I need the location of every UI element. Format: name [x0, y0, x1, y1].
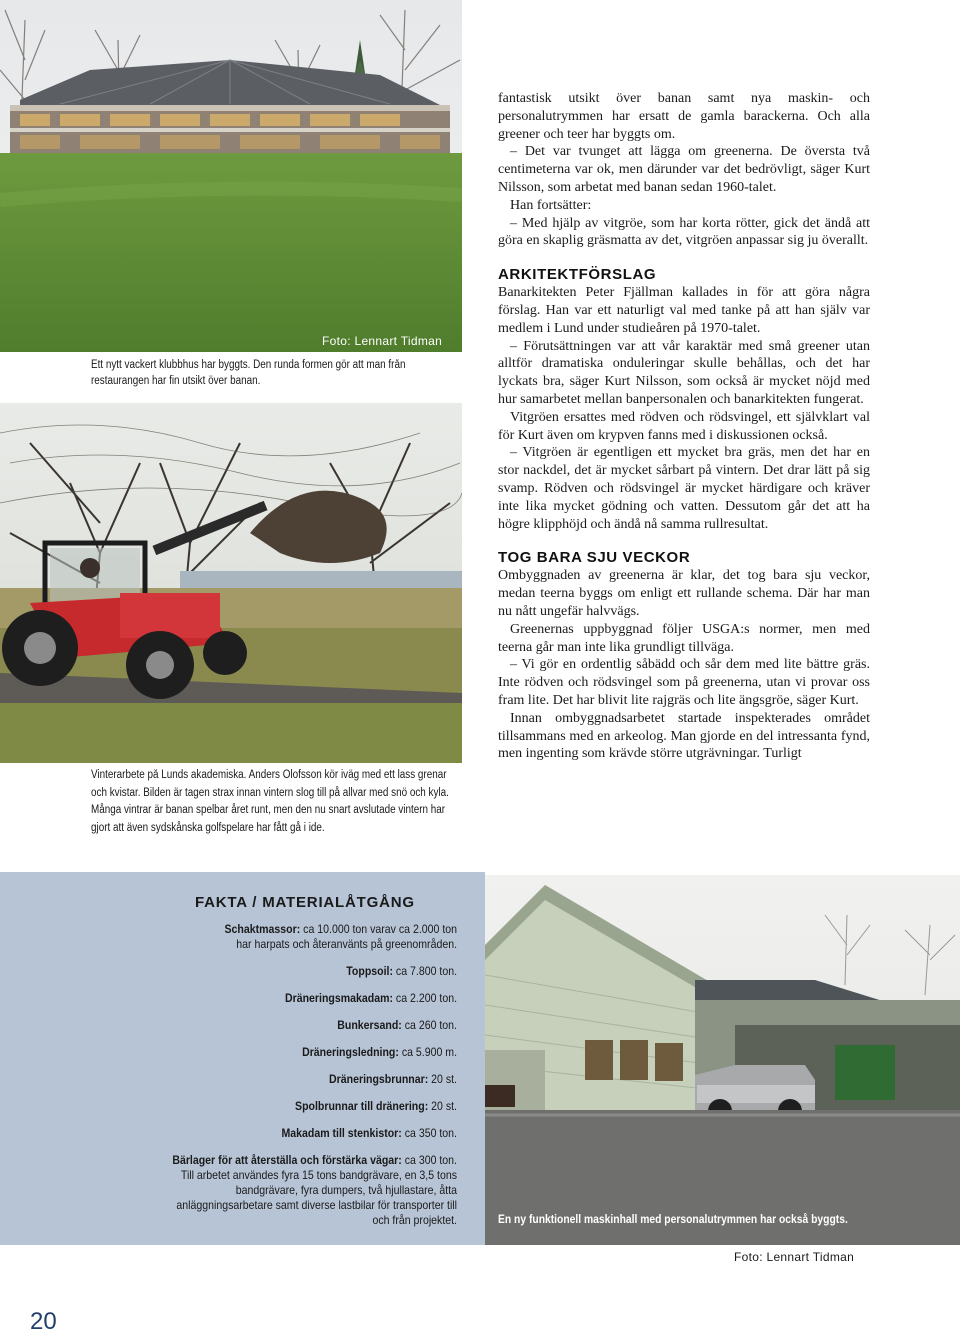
- fakta-item: [70, 1153, 457, 1168]
- fakta-value: 20 st.: [431, 1072, 457, 1086]
- article-paragraph: – Förutsättningen var att vår karaktär med små greener utan alltför dramatiska onduleringar skulle behållas, och det har lyckats bra, säger Kurt Nilsson, som också är mycket nöjd med hur samarbetet mellan banpersonalen och banarkitekten fungerat.: [498, 338, 870, 407]
- fakta-title: FAKTA / MATERIALÅTGÅNG: [195, 894, 415, 911]
- fakta-label: Dräneringsledning:: [302, 1045, 399, 1059]
- article-paragraph: – Vi gör en ordentlig såbädd och sår dem med lite bättre gräs. Inte rödven och rödsvingel som på greenerna, utan vi provar oss fram lite. Det har blivit lite rajgräs och lite ängsgröe, säger Kurt.: [498, 657, 870, 708]
- article-paragraph: – Det var tvunget att lägga om greenerna. De översta två centimeterna var ok, men därunder var det bedrövligt, säger Kurt Nilsson, som arbetat med banan sedan 1960-talet.: [498, 144, 870, 195]
- article-paragraph: fantastisk utsikt över banan samt nya maskin- och personalutrymmen har ersatt de gamla barackerna. Och alla greener och teer har byggts om.: [498, 91, 870, 142]
- fakta-label: Schaktmassor:: [224, 922, 301, 936]
- fakta-list: [17, 922, 457, 1228]
- fakta-item: [70, 991, 457, 1006]
- hall-caption: En ny funktionell maskinhall med personalutrymmen har också byggts.: [498, 1212, 848, 1226]
- fakta-note: Till arbetet användes fyra 15 tons bandgrävare, en 3,5 tons bandgrävare, fyra dumpers, två hjullastare, åtta anläggningsarbetare samt diverse lastbilar för transporter till och från projektet.: [176, 1168, 457, 1227]
- section-heading: TOG BARA SJU VECKOR: [498, 549, 691, 567]
- fakta-value: ca 7.800 ton.: [395, 964, 457, 978]
- clubhouse-caption: Ett nytt vackert klubbhus har byggts. Den runda formen gör att man från restaurangen har fin utsikt över banan.: [91, 359, 406, 387]
- article-paragraph: Innan ombyggnadsarbetet startade inspekterades området tillsammans med en arkeolog. Man gjorde en del intressanta fynd, men ingenting som krävde större utgrävningar. Turligt: [498, 710, 870, 762]
- article-body: [498, 90, 870, 763]
- fakta-item: [70, 1126, 457, 1141]
- fakta-value: ca 350 ton.: [404, 1126, 457, 1140]
- article-paragraph: Ombyggnaden av greenerna är klar, det tog bara sju veckor, medan teerna byggs om enligt ett rullande schema. Där har man nu nått ungefär halvvägs.: [498, 568, 870, 619]
- article-paragraph: – Med hjälp av vitgröe, som har korta rötter, gick det ändå att göra en skaplig gräsmatta av det, vitgröen anpassar sig ju överallt.: [498, 215, 870, 249]
- machine-hall-photo: [485, 875, 960, 1245]
- fakta-label: Dräneringsbrunnar:: [329, 1072, 429, 1086]
- fakta-value: ca 300 ton.: [404, 1153, 457, 1167]
- fakta-label: Bunkersand:: [337, 1018, 402, 1032]
- photo-credit: Foto: Lennart Tidman: [322, 334, 443, 348]
- fakta-label: Makadam till stenkistor:: [281, 1126, 402, 1140]
- tractor-caption: Vinterarbete på Lunds akademiska. Anders Olofsson kör iväg med ett lass grenar och kvistar. Bilden är tagen strax innan vintern slog till på allvar med snö och kyla. Många vintrar är banan spelbar året runt, men den nu snart avslutade vintern har gjort att även sydskånska golfspelare har fått gå i ide.: [91, 769, 449, 834]
- fakta-box: [0, 872, 485, 1245]
- tractor-photo: [0, 403, 462, 763]
- fakta-value: ca 2.200 ton.: [395, 991, 457, 1005]
- fakta-item: [70, 1072, 457, 1087]
- fakta-item: [70, 1018, 457, 1033]
- photo-credit: Foto: Lennart Tidman: [734, 1250, 855, 1264]
- article-paragraph: Banarkitekten Peter Fjällman kallades in för att göra några förslag. Han var ett naturligt val med tanke på att han själv var medlem i Lund under studieåren på 1970-talet.: [498, 285, 870, 336]
- fakta-label: Toppsoil:: [346, 964, 393, 978]
- section-heading: ARKITEKTFÖRSLAG: [498, 266, 657, 284]
- fakta-item: [70, 964, 457, 979]
- fakta-value: 20 st.: [431, 1099, 457, 1113]
- fakta-value: ca 5.900 m.: [401, 1045, 457, 1059]
- article-paragraph: Greenernas uppbyggnad följer USGA:s normer, men med teerna går man inte lika grundligt tillväga.: [498, 621, 870, 655]
- fakta-label: Dräneringsmakadam:: [285, 991, 393, 1005]
- fakta-label: Bärlager för att återställa och förstärka vägar:: [172, 1153, 402, 1167]
- fakta-value: ca 10.000 ton varav ca 2.000 ton: [303, 922, 457, 936]
- article-paragraph: Han fortsätter:: [510, 197, 592, 213]
- fakta-value: ca 260 ton.: [404, 1018, 457, 1032]
- fakta-extra: har harpats och återanvänts på greenområden.: [236, 937, 457, 951]
- fakta-label: Spolbrunnar till dränering:: [295, 1099, 429, 1113]
- article-paragraph: Vitgröen ersattes med rödven och rödsvingel, ett självklart val för Kurt även om krypven fanns med i diskussionen också.: [498, 409, 870, 443]
- page-number: 20: [30, 1308, 57, 1333]
- fakta-item: [70, 1045, 457, 1060]
- fakta-item: [70, 1099, 457, 1114]
- clubhouse-photo: [0, 0, 462, 352]
- article-paragraph: – Vitgröen är egentligen ett mycket bra gräs, men det har en stor nackdel, det är mycket sårbart på vintern. Det drar lätt på sig svamp. Rödven och rödsvingel är mycket härdigare och kräver inte lika mycket gödning och vatten. Dessutom går det att ha högre klipphöjd och ändå nå samma rullresultat.: [498, 445, 870, 532]
- fakta-item: [70, 922, 457, 952]
